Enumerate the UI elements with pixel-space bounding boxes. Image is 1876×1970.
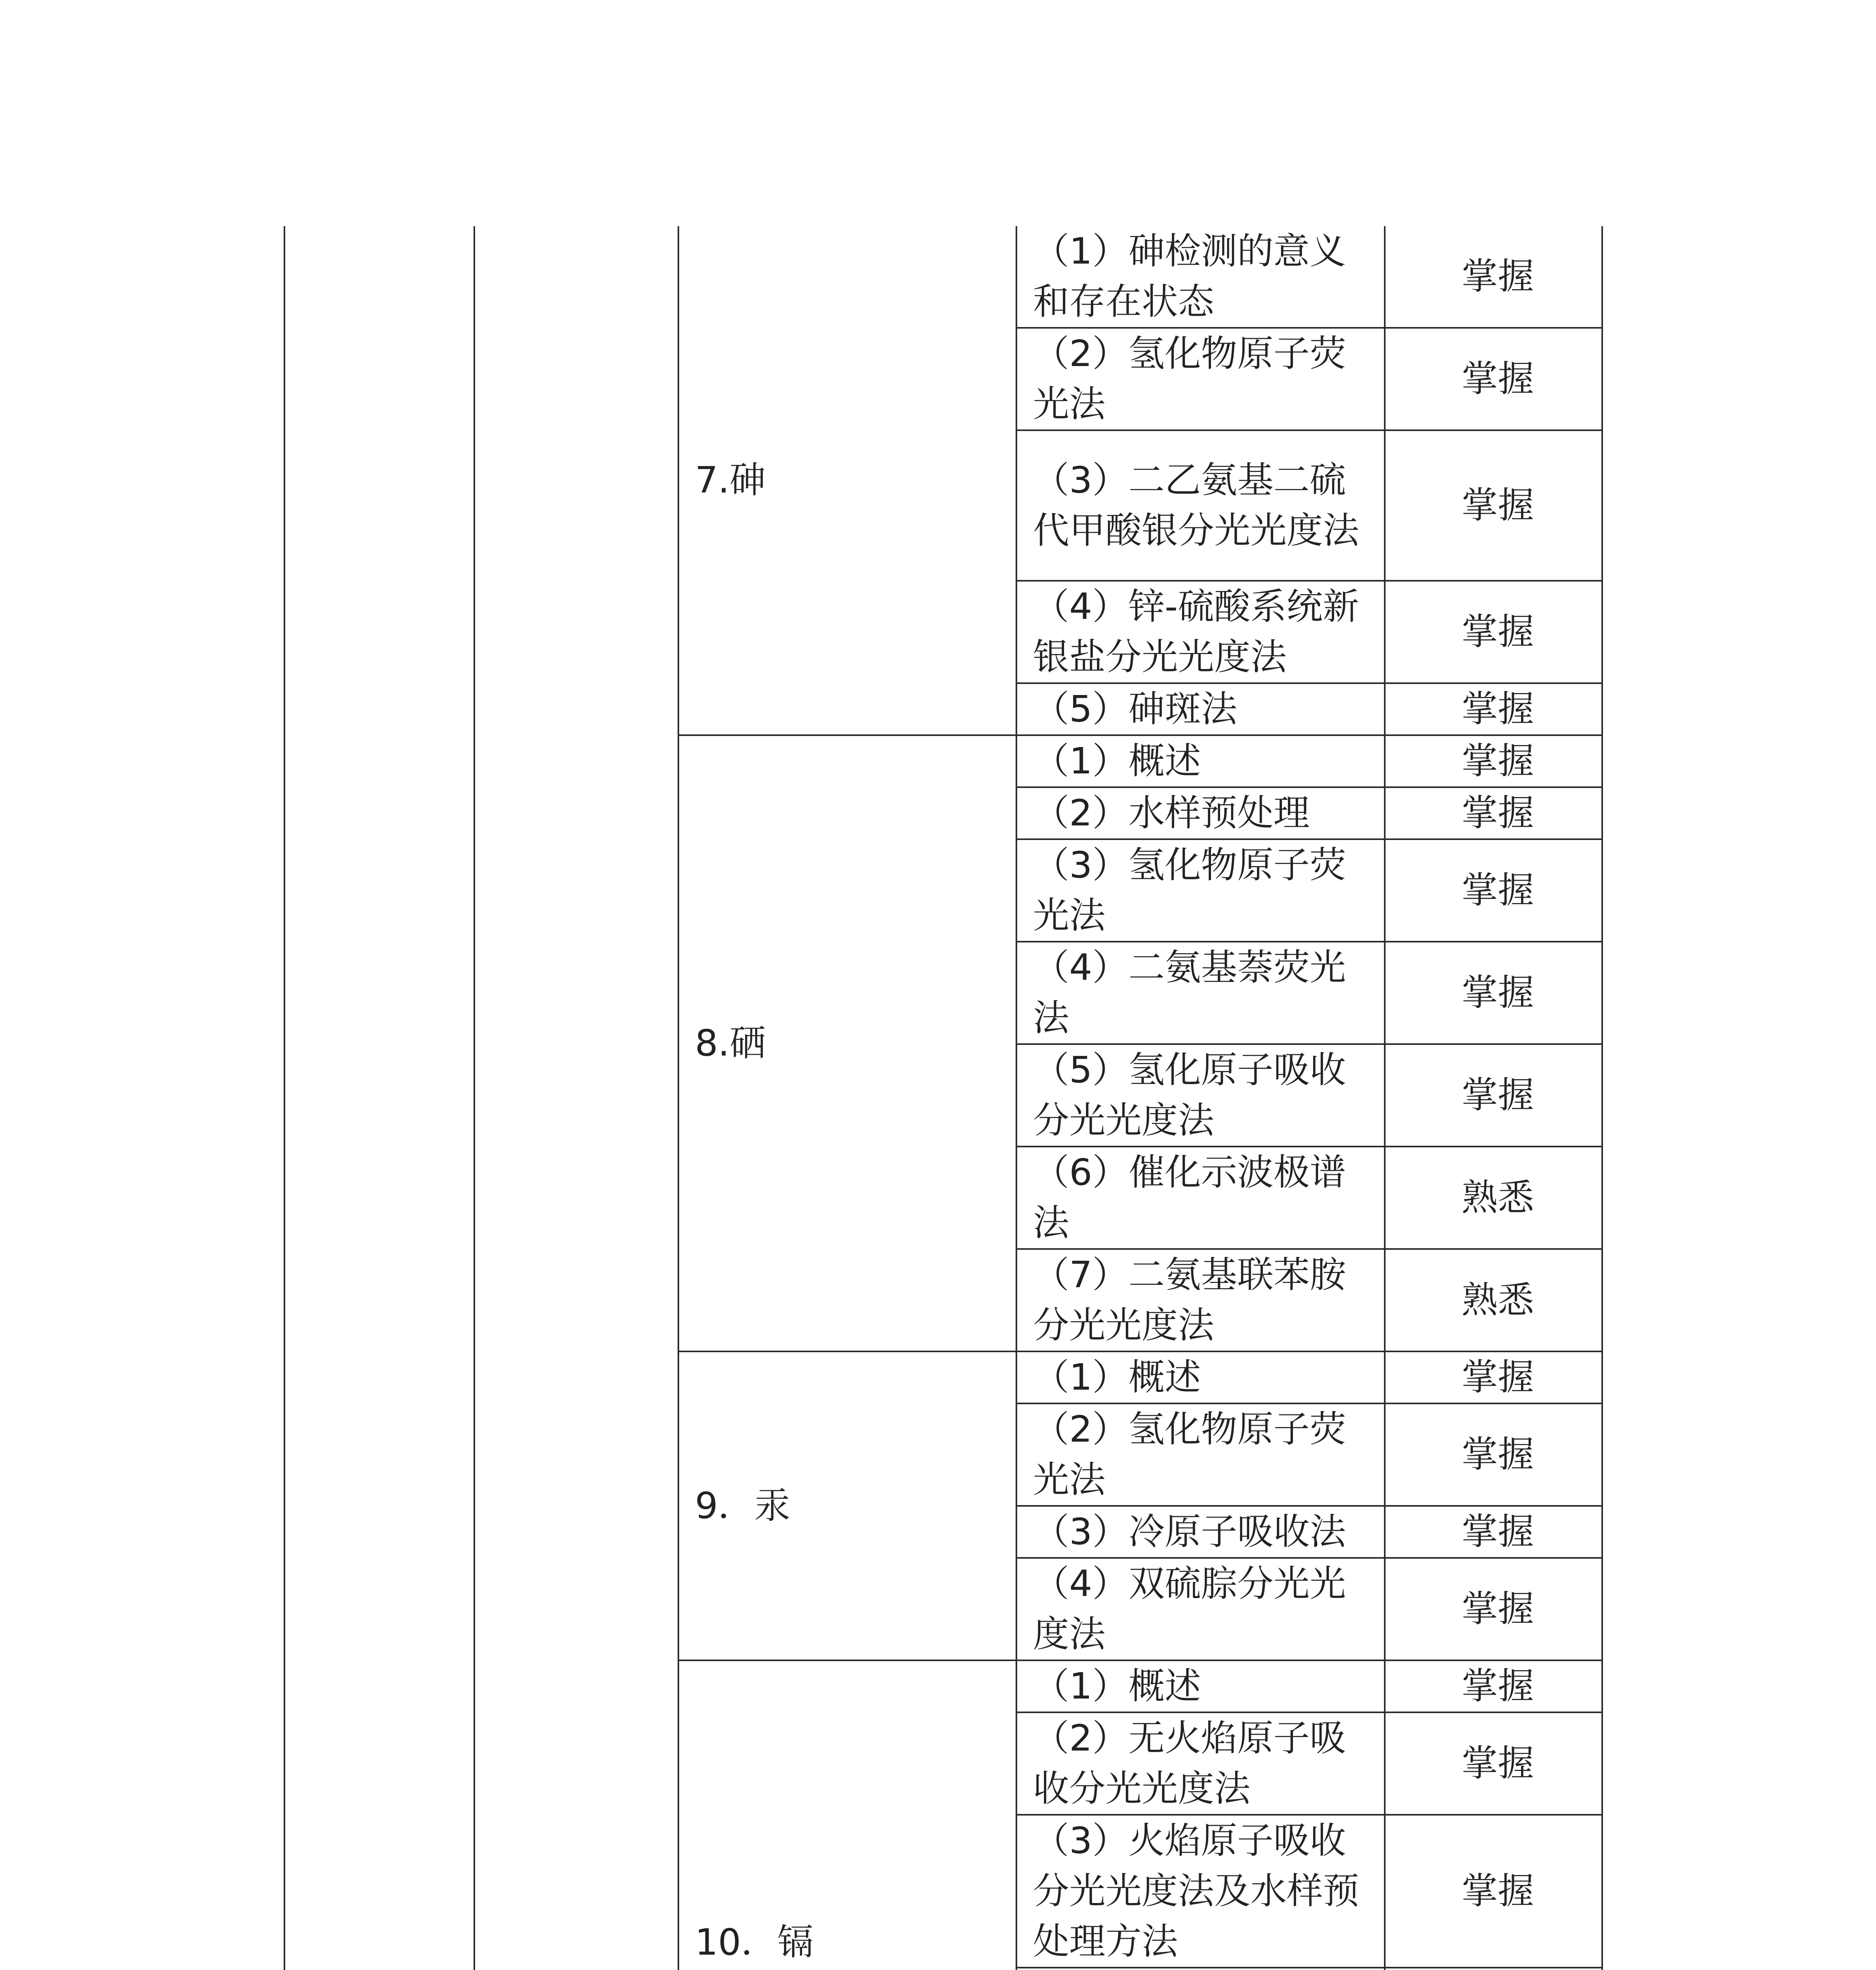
item-cell: （2）无火焰原子吸收分光光度法	[1016, 1712, 1385, 1815]
category-column-cell	[284, 226, 474, 1970]
level-cell: 掌握	[1385, 1506, 1602, 1558]
level-cell: 掌握	[1385, 735, 1602, 787]
item-cell: （3）二乙氨基二硫代甲酸银分光光度法	[1016, 430, 1385, 581]
level-cell: 掌握	[1385, 1558, 1602, 1660]
item-cell: （7）二氨基联苯胺分光光度法	[1016, 1249, 1385, 1351]
level-cell: 掌握	[1385, 1403, 1602, 1506]
level-cell: 掌握	[1385, 1815, 1602, 1968]
item-cell: （2）氢化物原子荧光法	[1016, 328, 1385, 430]
level-cell: 熟悉	[1385, 1249, 1602, 1351]
item-cell: （1）概述	[1016, 1660, 1385, 1712]
level-cell: 掌握	[1385, 1351, 1602, 1403]
level-cell: 掌握	[1385, 683, 1602, 735]
level-cell	[1385, 1968, 1602, 1970]
level-cell: 掌握	[1385, 430, 1602, 581]
level-cell: 掌握	[1385, 1712, 1602, 1815]
item-cell: （2）水样预处理	[1016, 787, 1385, 839]
level-cell: 掌握	[1385, 942, 1602, 1044]
item-cell: （5）氢化原子吸收分光光度法	[1016, 1044, 1385, 1147]
table-row	[284, 226, 1602, 328]
topic-cell: 8.硒	[678, 735, 1016, 1351]
item-cell: （4）锌-硫酸系统新银盐分光光度法	[1016, 581, 1385, 683]
item-cell: （3）火焰原子吸收分光光度法及水样预处理方法	[1016, 1815, 1385, 1968]
level-cell: 掌握	[1385, 839, 1602, 942]
level-cell: 熟悉	[1385, 1147, 1602, 1249]
item-cell: （2）氢化物原子荧光法	[1016, 1403, 1385, 1506]
level-cell: 掌握	[1385, 787, 1602, 839]
item-cell: （4）二氨基萘荧光法	[1016, 942, 1385, 1044]
level-cell: 掌握	[1385, 1660, 1602, 1712]
item-cell: （3）氢化物原子荧光法	[1016, 839, 1385, 942]
level-cell: 掌握	[1385, 328, 1602, 430]
item-cell: （4）双硫腙分光光度法	[1016, 1558, 1385, 1660]
item-cell: （6）催化示波极谱法	[1016, 1147, 1385, 1249]
item-cell: （5）砷斑法	[1016, 683, 1385, 735]
syllabus-table	[284, 226, 1603, 1970]
topic-cell: 10．镉	[678, 1660, 1016, 1970]
level-cell: 掌握	[1385, 581, 1602, 683]
item-cell: （1）概述	[1016, 735, 1385, 787]
item-cell: （3）冷原子吸收法	[1016, 1506, 1385, 1558]
item-cell: （1）砷检测的意义和存在状态	[1016, 226, 1385, 328]
item-cell	[1016, 1968, 1385, 1970]
level-cell: 掌握	[1385, 226, 1602, 328]
topic-cell: 9．汞	[678, 1351, 1016, 1660]
level-cell: 掌握	[1385, 1044, 1602, 1147]
item-cell: （1）概述	[1016, 1351, 1385, 1403]
topic-cell: 7.砷	[678, 226, 1016, 735]
subcategory-column-cell	[474, 226, 678, 1970]
